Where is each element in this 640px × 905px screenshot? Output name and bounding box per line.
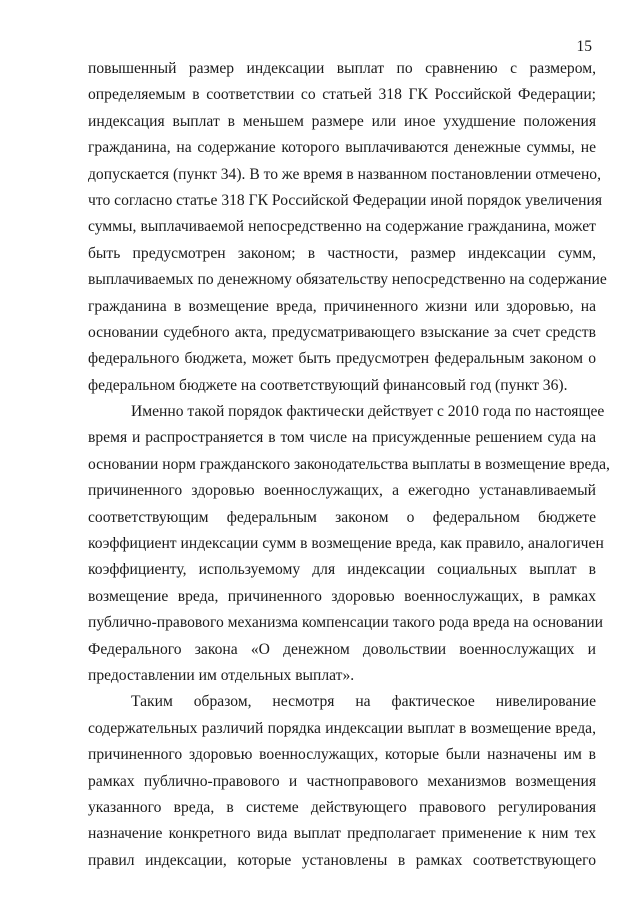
text-line: Именно такой порядок фактически действует с 2010 года по настоящее: [131, 403, 605, 421]
text-line: соответствующим федеральным законом о федеральном бюджете: [88, 508, 596, 526]
text-line: коэффициент индексации сумм в возмещение вреда, как правило, аналогичен: [88, 535, 604, 553]
text-line: рамках публично-правового и частноправового механизмов возмещения: [88, 772, 596, 790]
text-line: назначение конкретного вида выплат предполагает применение к ним тех: [88, 825, 596, 843]
text-line: публично-правового механизма компенсации такого рода вреда на основании: [88, 614, 603, 632]
text-line: выплачиваемых по денежному обязательству непосредственно на содержание: [88, 271, 607, 289]
text-line: указанного вреда, в системе действующего правового регулирования: [88, 798, 596, 816]
text-line: возмещение вреда, причиненного здоровью военнослужащих, в рамках: [88, 587, 596, 605]
page-number: 15: [576, 38, 592, 55]
text-line: суммы, выплачиваемой непосредственно на содержание гражданина, может: [88, 218, 596, 236]
text-line: Таким образом, несмотря на фактическое нивелирование: [131, 693, 596, 711]
text-line: что согласно статье 318 ГК Российской Федерации иной порядок увеличения: [88, 191, 603, 209]
body-text: [88, 56, 610, 874]
text-line: время и распространяется в том числе на присужденные решением суда на: [88, 429, 596, 447]
text-line: основании судебного акта, предусматривающего взыскание за счет средств: [88, 323, 596, 341]
text-line: определяемым в соответствии со статьей 318 ГК Российской Федерации;: [88, 86, 596, 104]
text-line: федеральном бюджете на соответствующий финансовый год (пункт 36).: [88, 376, 568, 394]
text-line: причиненного здоровью военнослужащих, а ежегодно устанавливаемый: [88, 482, 596, 500]
text-line: содержательных различий порядка индексации выплат в возмещение вреда,: [88, 719, 596, 737]
text-line: повышенный размер индексации выплат по сравнению с размером,: [88, 60, 596, 77]
text-line: основании норм гражданского законодательства выплаты в возмещение вреда,: [88, 455, 610, 473]
text-line: коэффициенту, используемому для индексации социальных выплат в: [88, 561, 596, 579]
text-line: Федерального закона «О денежном довольствии военнослужащих и: [88, 640, 596, 658]
text-line: быть предусмотрен законом; в частности, размер индексации сумм,: [88, 244, 596, 262]
text-line: индексация выплат в меньшем размере или иное ухудшение положения: [88, 112, 596, 130]
text-line: причиненного здоровью военнослужащих, которые были назначены им в: [88, 746, 596, 764]
text-line: гражданина в возмещение вреда, причиненного жизни или здоровью, на: [88, 297, 596, 315]
text-line: предоставлении им отдельных выплат».: [88, 666, 355, 684]
paragraph: [88, 399, 610, 689]
text-line: допускается (пункт 34). В то же время в названном постановлении отмечено,: [88, 165, 601, 183]
text-line: гражданина, на содержание которого выплачиваются денежные суммы, не: [88, 139, 596, 157]
text-line: правил индексации, которые установлены в рамках соответствующего: [88, 851, 596, 869]
paragraph: [88, 689, 596, 874]
paragraph: [88, 56, 607, 399]
text-line: федерального бюджета, может быть предусмотрен федеральным законом о: [88, 350, 596, 368]
